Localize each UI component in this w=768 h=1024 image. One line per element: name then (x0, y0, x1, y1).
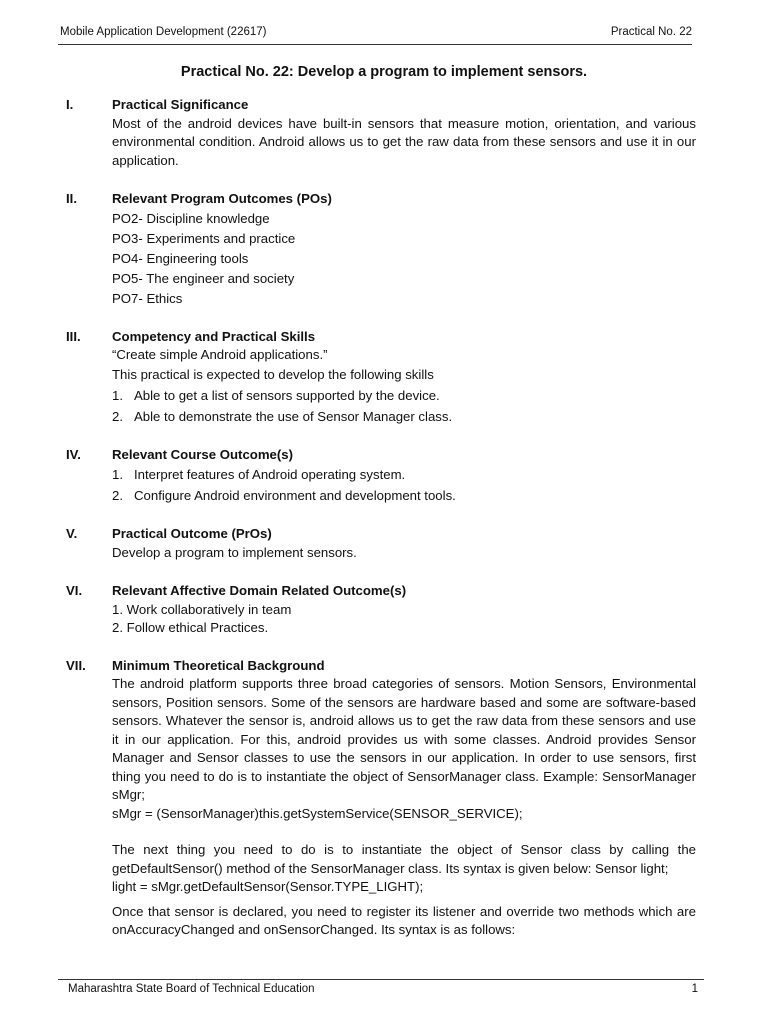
section-competency (66, 328, 696, 427)
page-title: Practical No. 22: Develop a program to implement sensors. (180, 64, 588, 80)
section-heading: Practical Outcome (PrOs) (112, 526, 272, 541)
list-item: 2. Able to demonstrate the use of Sensor Manager class. (112, 408, 453, 424)
list-item: PO3- Experiments and practice (112, 230, 296, 246)
section-number: I. (66, 97, 74, 112)
list-item: 2. Configure Android environment and development tools. (112, 488, 456, 503)
page-header (58, 24, 692, 45)
list-item: 1. Able to get a list of sensors supported by the device. (112, 387, 440, 403)
section-heading: Relevant Course Outcome(s) (112, 446, 294, 462)
list-item: 1. Work collaboratively in team (112, 601, 292, 617)
section-heading: Relevant Affective Domain Related Outcome(s) (112, 583, 407, 598)
section-number: V. (66, 526, 78, 541)
code-line: sMgr = (SensorManager)this.getSystemService(SENSOR_SERVICE); (112, 805, 523, 821)
page-number: 1 (691, 983, 698, 995)
header-course: Mobile Application Development (22617) (60, 26, 267, 38)
list-item: PO2- Discipline knowledge (112, 210, 270, 226)
list-item: PO7- Ethics (112, 290, 183, 306)
section-heading: Minimum Theoretical Background (112, 657, 325, 673)
list-item: PO5- The engineer and society (112, 270, 295, 286)
section-heading: Practical Significance (112, 97, 249, 112)
section-text: Develop a program to implement sensors. (112, 544, 357, 560)
section-quote: “Create simple Android applications.” (112, 347, 328, 362)
paragraph: The next thing you need to do is to instantiate the object of Sensor class by calling the getDefaultSensor() method of the SensorManager class. Its syntax is given below: Sensor light; (112, 842, 696, 876)
section-theoretical-background (66, 657, 696, 940)
section-heading: Relevant Program Outcomes (POs) (112, 191, 332, 206)
list-item: PO4- Engineering tools (112, 250, 249, 266)
footer-board: Maharashtra State Board of Technical Education (68, 983, 315, 995)
list-item: 2. Follow ethical Practices. (112, 620, 269, 635)
section-practical-outcome (66, 525, 696, 562)
header-practical: Practical No. 22 (610, 26, 692, 38)
section-number: II. (66, 191, 77, 206)
paragraph: Once that sensor is declared, you need to register its listener and override two methods which are onAccuracyChanged and onSensorChanged. Its syntax is as follows: (112, 903, 696, 937)
section-number: VII. (66, 657, 86, 673)
section-program-outcomes (66, 190, 696, 309)
section-number: III. (66, 328, 81, 344)
list-item: 1. Interpret features of Android operating system. (112, 467, 406, 482)
section-heading: Competency and Practical Skills (112, 328, 316, 344)
numbered-list (112, 464, 696, 506)
numbered-list (112, 385, 696, 427)
section-practical-significance (66, 96, 696, 170)
section-course-outcomes (66, 446, 696, 507)
document-body (66, 96, 696, 940)
page-footer (58, 979, 704, 1000)
section-text: Most of the android devices have built-in sensors that measure motion, orientation, and various environmental condition. Android allows us to get the raw data from these sensors and use it in our application. (112, 115, 696, 168)
section-number: VI. (66, 583, 83, 598)
code-line: light = sMgr.getDefaultSensor(Sensor.TYPE_LIGHT); (112, 879, 424, 894)
section-number: IV. (66, 446, 81, 462)
paragraph: The android platform supports three broad categories of sensors. Motion Sensors, Environmental sensors, Position sensors. Some of the sensors are hardware based and some are software-based sensors. Whatever the sensor is, android allows us to get the raw data from these sensors and use it in our application. For this, android provides us with some classes. Android provides Sensor Manager and Sensor classes to use the sensors in our application. In order to use sensors, first thing you need to do is to instantiate the object of SensorManager class. Example: SensorManager sMgr; (112, 676, 696, 802)
section-intro: This practical is expected to develop the following skills (112, 366, 434, 382)
section-affective-domain (66, 582, 696, 638)
